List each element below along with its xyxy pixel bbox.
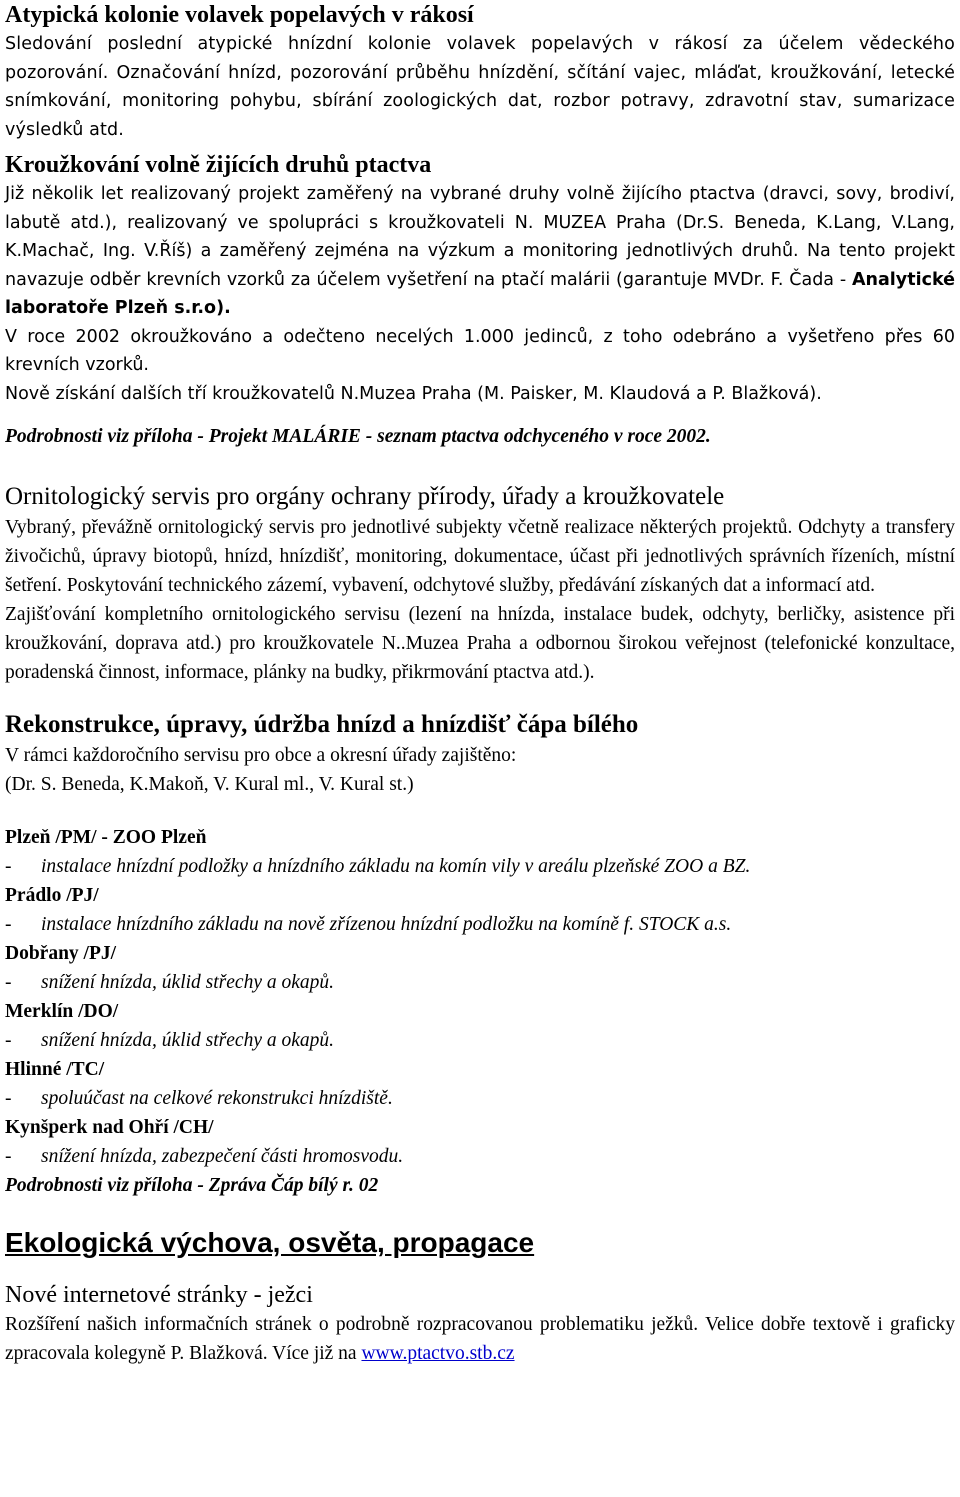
section-title: Rekonstrukce, úpravy, údržba hnízd a hnízdišť čápa bílého xyxy=(5,711,639,738)
location-item xyxy=(5,823,955,881)
location-title: Kynšperk nad Ohří /CH/ xyxy=(5,1117,214,1138)
location-task: - spoluúčast na celkové rekonstrukci hnízdiště. xyxy=(5,1088,393,1109)
chapter-title: Ekologická výchova, osvěta, propagace xyxy=(5,1227,535,1258)
section-text: (Dr. S. Beneda, K.Makoň, V. Kural ml., V. Kural st.) xyxy=(5,774,414,795)
section-text: Sledování poslední atypické hnízdní kolonie volavek popelavých v rákosí za účelem vědeckého pozorování. Označování hnízd, pozorování průběhu hnízdění, sčítání vajec, mláďat, kroužkování, letecké snímkování, monitoring pohybu, sbírání zoologických dat, rozbor potravy, zdravotní stav, sumarizace výsledků atd. xyxy=(5,34,955,140)
location-task: - snížení hnízda, úklid střechy a okapů. xyxy=(5,972,335,993)
section-ornithological-service xyxy=(5,481,955,687)
section-text: V rámci každoročního servisu pro obce a okresní úřady zajištěno: xyxy=(5,745,517,766)
location-item xyxy=(5,1055,955,1113)
location-title: Prádlo /PJ/ xyxy=(5,885,99,906)
location-title: Plzeň /PM/ - ZOO Plzeň xyxy=(5,827,207,848)
location-title: Dobřany /PJ/ xyxy=(5,943,117,964)
location-title: Merklín /DO/ xyxy=(5,1001,119,1022)
section-title: Kroužkování volně žijících druhů ptactva xyxy=(5,152,432,178)
location-item xyxy=(5,997,955,1055)
section-stork-nests xyxy=(5,709,955,1200)
attachment-note: Podrobnosti viz příloha - Projekt MALÁRIE - seznam ptactva odchyceného v roce 2002. xyxy=(5,426,711,447)
location-task: - snížení hnízda, zabezpečení části hromosvodu. xyxy=(5,1146,404,1167)
section-title: Ornitologický servis pro orgány ochrany přírody, úřady a kroužkovatele xyxy=(5,483,725,510)
location-item xyxy=(5,881,955,939)
section-paragraph xyxy=(5,180,955,323)
section-title: Atypická kolonie volavek popelavých v rákosí xyxy=(5,2,474,28)
location-task: - instalace hnízdního základu na nově zřízenou hnízdní podložku na komíně f. STOCK a.s. xyxy=(5,914,732,935)
section-text: Nově získání dalších tří kroužkovatelů N.Muzea Praha (M. Paisker, M. Klaudová a P. Blažková). xyxy=(5,383,822,404)
location-item xyxy=(5,1113,955,1171)
lab-name: Analytické laboratoře Plzeň s.r.o). xyxy=(5,269,955,318)
section-text: V roce 2002 okroužkováno a odečteno necelých 1.000 jedinců, z toho odebráno a vyšetřeno přes 60 krevních vzorků. xyxy=(5,326,955,375)
location-title: Hlinné /TC/ xyxy=(5,1059,105,1080)
section-text: Na tento projekt navazuje odběr krevních vzorků za účelem vyšetření na ptačí malárii (garantuje MVDr. F. Čada - xyxy=(5,241,955,290)
section-paragraph xyxy=(5,1310,955,1368)
website-link[interactable]: www.ptactvo.stb.cz xyxy=(361,1343,515,1364)
section-text: Rozšíření našich informačních stránek o podrobně rozpracovanou problematiku ježků. Velice dobře textově i graficky zpracovala kolegyně P. Blažková. Více již na xyxy=(5,1314,955,1364)
section-heron-colony xyxy=(5,0,955,144)
location-item xyxy=(5,939,955,997)
subsection-title: Nové internetové stránky - ježci xyxy=(5,1282,313,1308)
attachment-note: Podrobnosti viz příloha - Zpráva Čáp bílý r. 02 xyxy=(5,1175,379,1196)
section-bird-ringing xyxy=(5,150,955,451)
location-task: - instalace hnízdní podložky a hnízdního základu na komín vily v areálu plzeňské ZOO a BZ. xyxy=(5,856,751,877)
section-education xyxy=(5,1226,955,1368)
section-text: Vybraný, převážně ornitologický servis pro jednotlivé subjekty včetně realizace některých projektů. Odchyty a transfery živočichů, úpravy biotopů, hnízd, hnízdišť, monitoring, dokumentace, účast při jednotlivých správních řízeních, místní šetření. Poskytování technického zázemí, vybavení, odchytové služby, předávání získaných dat a informací atd. xyxy=(5,517,955,596)
location-task: - snížení hnízda, úklid střechy a okapů. xyxy=(5,1030,335,1051)
section-text: Již několik let realizovaný projekt zaměřený na vybrané druhy volně žijícího ptactva (dravci, sovy, brodiví, labutě atd.), realizovaný ve spolupráci s kroužkovateli N. MUZEA Praha (Dr.S. Beneda, K.Lang, V.Lang, K.Machač, Ing. V.Říš) a zaměřený zejména na výzkum a monitoring jednotlivých druhů. xyxy=(5,184,955,261)
section-text: Zajišťování kompletního ornitologického servisu (lezení na hnízda, instalace budek, odchyty, berličky, asistence při kroužkování, doprava atd.) pro kroužkovatele N..Muzea Praha a odbornou širokou veřejnost (telefonické konzultace, poradenská činnost, informace, plánky na budky, přikrmování ptactva atd.). xyxy=(5,604,955,683)
